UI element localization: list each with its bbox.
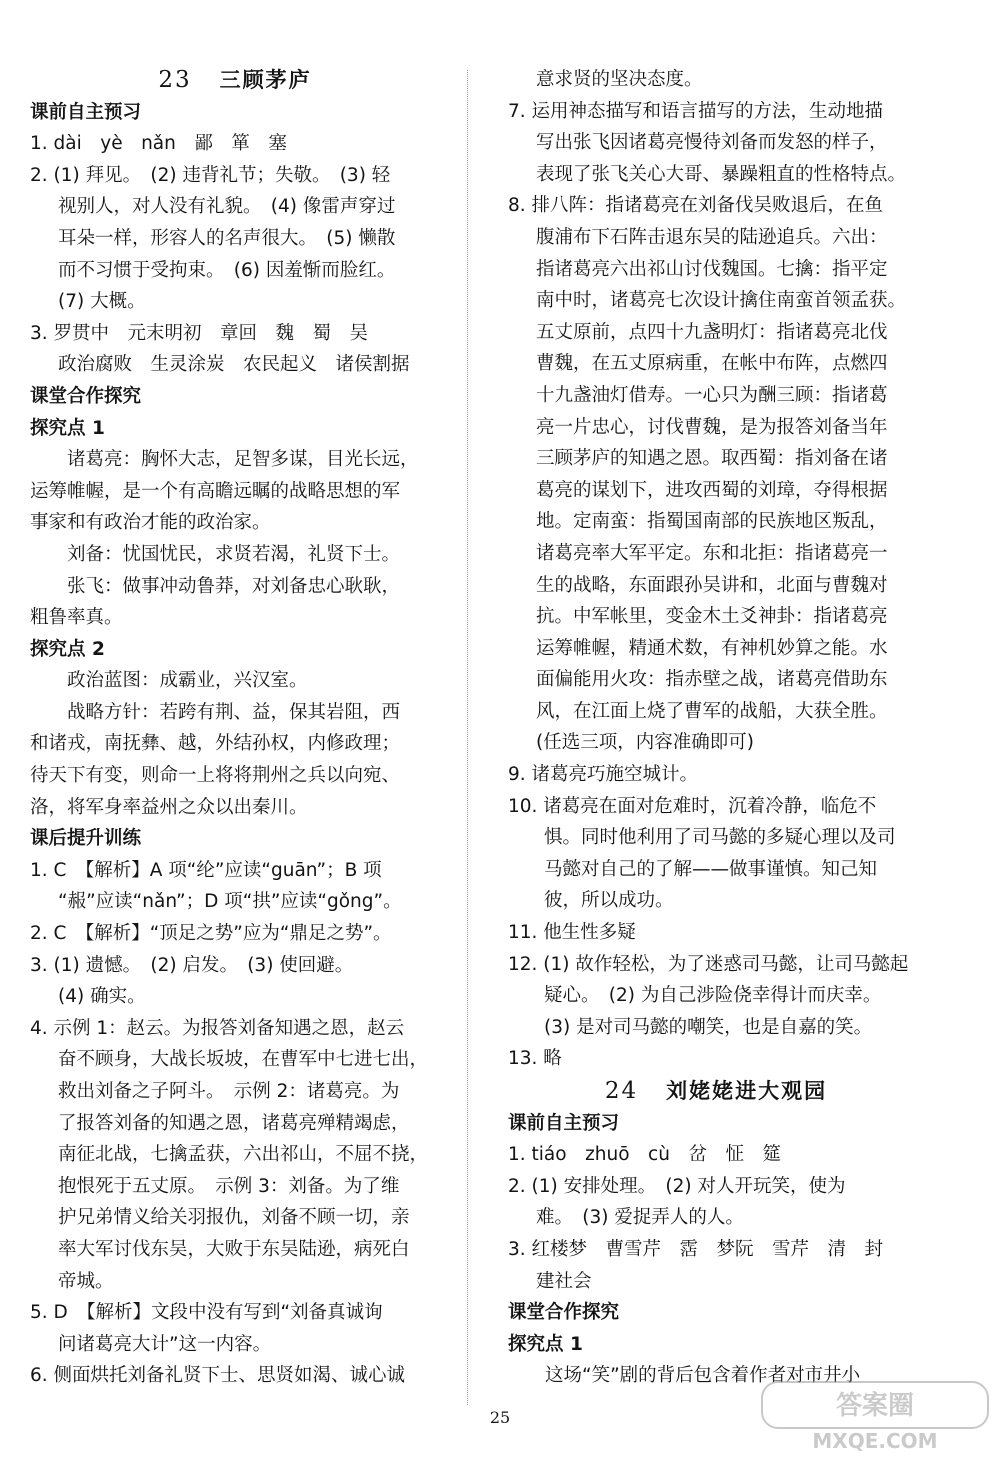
- text-line: 刘备：忧国忧民，求贤若渴，礼贤下士。: [67, 543, 401, 565]
- text-line: 运筹帷幄，精通术数，有神机妙算之能。水: [536, 637, 888, 659]
- text-line: 写出张飞因诸葛亮慢待刘备而发怒的样子，: [536, 132, 888, 154]
- text-line: (7) 大概。: [58, 291, 146, 313]
- text-line: (4) 确实。: [58, 986, 146, 1008]
- text-line: 战略方针：若跨有荆、益，保其岩阻，西: [67, 701, 401, 723]
- text-line: 南中时，诸葛亮七次设计擒住南蛮首领孟获。: [536, 290, 907, 312]
- lesson-title-text: 三顾茅庐: [219, 67, 312, 92]
- text-line: 面偏能用火攻：指赤壁之战，诸葛亮借助东: [536, 669, 888, 691]
- text-line: 难。 (3) 爱捉弄人的人。: [536, 1207, 744, 1229]
- text-line: 1. tiáo zhuō cù 岔 怔 筵: [508, 1144, 781, 1166]
- text-line: 12. (1) 故作轻松，为了迷惑司马懿，让司马懿起: [508, 953, 909, 975]
- text-line: 指诸葛亮六出祁山讨伐魏国。七擒：指平定: [536, 258, 888, 280]
- lesson-number: 23: [158, 67, 192, 93]
- text-line: 3. 红楼梦 曹雪芹 霑 梦阮 雪芹 清 封: [508, 1238, 884, 1260]
- left-column: [30, 64, 440, 1392]
- svg-text:MXQE.COM: MXQE.COM: [812, 1429, 938, 1453]
- svg-text:答案圈: 答案圈: [835, 1391, 915, 1421]
- text-line: 南征北战，七擒孟获，六出祁山，不屈不挠，: [58, 1144, 429, 1166]
- right-column: [508, 64, 924, 1392]
- section-heading: 探究点 2: [30, 638, 105, 660]
- text-line: 葛亮的谋划下，进攻西蜀的刘璋，夺得根据: [536, 479, 888, 501]
- text-line: 表现了张飞关心大哥、暴躁粗直的性格特点。: [536, 163, 907, 185]
- section-heading: 课前自主预习: [30, 101, 142, 123]
- text-line: 问诸葛亮大计”这一内容。: [58, 1333, 272, 1355]
- text-line: 诸葛亮率大军平定。东和北拒：指诸葛亮一: [536, 542, 888, 564]
- text-line: 马懿对自己的了解——做事谨慎。知己知: [544, 858, 878, 880]
- text-line: 7. 运用神态描写和语言描写的方法，生动地描: [508, 100, 884, 122]
- text-line: 2. (1) 拜见。 (2) 违背礼节；失敬。 (3) 轻: [30, 164, 391, 186]
- text-line: 帝城。: [58, 1270, 114, 1292]
- section-heading: 探究点 1: [30, 417, 105, 439]
- section-heading: 探究点 1: [508, 1333, 583, 1355]
- text-line: 疑心。 (2) 为自己涉险侥幸得计而庆幸。: [544, 985, 882, 1007]
- text-line: 2. C 【解析】“顶足之势”应为“鼎足之势”。: [30, 923, 392, 945]
- text-line: 三顾茅庐的知遇之恩。取西蜀：指刘备在诸: [536, 448, 888, 470]
- text-line: 生的战略，东面跟孙吴讲和，北面与曹魏对: [536, 574, 888, 596]
- text-line: 了报答刘备的知遇之恩，诸葛亮殚精竭虑，: [58, 1112, 410, 1134]
- text-line: 8. 排八阵：指诸葛亮在刘备伐吴败退后，在鱼: [508, 195, 884, 217]
- text-line: 3. 罗贯中 元末明初 章回 魏 蜀 吴: [30, 322, 369, 344]
- text-line: 1. C 【解析】A 项“纶”应读“guān”；B 项: [30, 859, 382, 881]
- watermark-logo: [760, 1380, 990, 1455]
- text-line: 和诸戎，南抚彝、越，外结孙权，内修政理；: [30, 733, 401, 755]
- page-number: 25: [489, 1408, 511, 1427]
- section-heading: 课堂合作探究: [30, 385, 142, 407]
- section-heading: 课前自主预习: [508, 1112, 620, 1134]
- text-line: 抱恨死于五丈原。 示例 3：刘备。为了维: [58, 1175, 400, 1197]
- text-line: 2. (1) 安排处理。 (2) 对人开玩笑，使为: [508, 1175, 846, 1197]
- text-line: 五丈原前，点四十九盏明灯：指诸葛亮北伐: [536, 321, 888, 343]
- text-line: 视别人，对人没有礼貌。 (4) 像雷声穿过: [58, 196, 396, 218]
- text-line: 粗鲁率真。: [30, 607, 123, 629]
- text-line: 护兄弟情义给关羽报仇，刘备不顾一切，亲: [58, 1207, 410, 1229]
- text-line: 4. 示例 1：赵云。为报答刘备知遇之恩，赵云: [30, 1017, 405, 1039]
- text-line: 彼，所以成功。: [544, 890, 674, 912]
- text-line: 风，在江面上烧了曹军的战船，大获全胜。: [536, 700, 888, 722]
- text-line: 意求贤的坚决态度。: [536, 69, 703, 90]
- text-line: 13. 略: [508, 1048, 562, 1070]
- text-line: 亮一片忠心，讨伐曹魏，是为报答刘备当年: [536, 416, 888, 438]
- column-divider: [467, 70, 468, 1405]
- text-line: 1. dài yè nǎn 鄙 箪 塞: [30, 133, 287, 155]
- text-line: 3. (1) 遗憾。 (2) 启发。 (3) 使回避。: [30, 954, 354, 976]
- text-line: 曹魏，在五丈原病重，在帐中布阵，点燃四: [536, 353, 888, 375]
- text-line: 6. 侧面烘托刘备礼贤下士、思贤如渴、诚心诚: [30, 1365, 406, 1387]
- text-line: (3) 是对司马懿的嘲笑，也是自嘉的笑。: [544, 1016, 873, 1038]
- lesson-title: [30, 64, 440, 97]
- text-line: “赧”应读“nǎn”；D 项“拱”应读“gǒng”。: [58, 891, 402, 913]
- text-line: 惧。同时他利用了司马懿的多疑心理以及司: [544, 827, 896, 849]
- text-line: 十九盏油灯借寿。一心只为酬三顾：指诸葛: [536, 384, 888, 406]
- text-line: 事家和有政治才能的政治家。: [30, 512, 271, 534]
- section-heading: 课堂合作探究: [508, 1302, 620, 1324]
- text-line: 政治蓝图：成霸业，兴汉室。: [67, 670, 308, 692]
- text-line: 张飞：做事冲动鲁莽，对刘备忠心耿耿，: [67, 575, 401, 597]
- text-line: 这场“笑”剧的背后包含着作者对市井小: [545, 1365, 861, 1387]
- text-line: 地。定南蛮：指蜀国南部的民族地区叛乱，: [536, 511, 888, 533]
- section-heading: 课后提升训练: [30, 828, 142, 850]
- text-line: 10. 诸葛亮在面对危难时，沉着冷静，临危不: [508, 795, 877, 817]
- text-line: 而不习惯于受拘束。 (6) 因羞惭而脸红。: [58, 259, 396, 281]
- text-line: 率大军讨伐东吴，大败于东吴陆逊，病死白: [58, 1238, 410, 1260]
- text-line: 建社会: [536, 1270, 592, 1292]
- text-line: 运筹帷幄，是一个有高瞻远瞩的战略思想的军: [30, 480, 401, 502]
- text-line: 5. D 【解析】文段中没有写到“刘备真诚询: [30, 1302, 383, 1324]
- text-line: 政治腐败 生灵涂炭 农民起义 诸侯割据: [58, 354, 410, 376]
- lesson-title: [508, 1075, 924, 1108]
- lesson-number: 24: [604, 1078, 639, 1104]
- text-line: 待天下有变，则命一上将将荆州之兵以向宛、: [30, 765, 401, 787]
- lesson-title-text: 刘姥姥进大观园: [666, 1078, 828, 1103]
- text-line: 诸葛亮：胸怀大志，足智多谋，目光长远，: [67, 449, 419, 471]
- text-line: 抗。中军帐里，变金木土爻神卦：指诸葛亮: [536, 606, 888, 628]
- text-line: (任选三项，内容准确即可): [536, 732, 754, 754]
- text-line: 奋不顾身，大战长坂坡，在曹军中七进七出，: [58, 1049, 429, 1071]
- text-line: 耳朵一样，形容人的名声很大。 (5) 懒散: [58, 227, 396, 249]
- text-line: 11. 他生性多疑: [508, 922, 636, 944]
- text-line: 腹浦布下石阵击退东吴的陆逊追兵。六出：: [536, 226, 888, 248]
- text-line: 洛，将军身率益州之众以出秦川。: [30, 796, 308, 818]
- text-line: 救出刘备之子阿斗。 示例 2：诸葛亮。为: [58, 1081, 400, 1102]
- text-line: 9. 诸葛亮巧施空城计。: [508, 764, 699, 786]
